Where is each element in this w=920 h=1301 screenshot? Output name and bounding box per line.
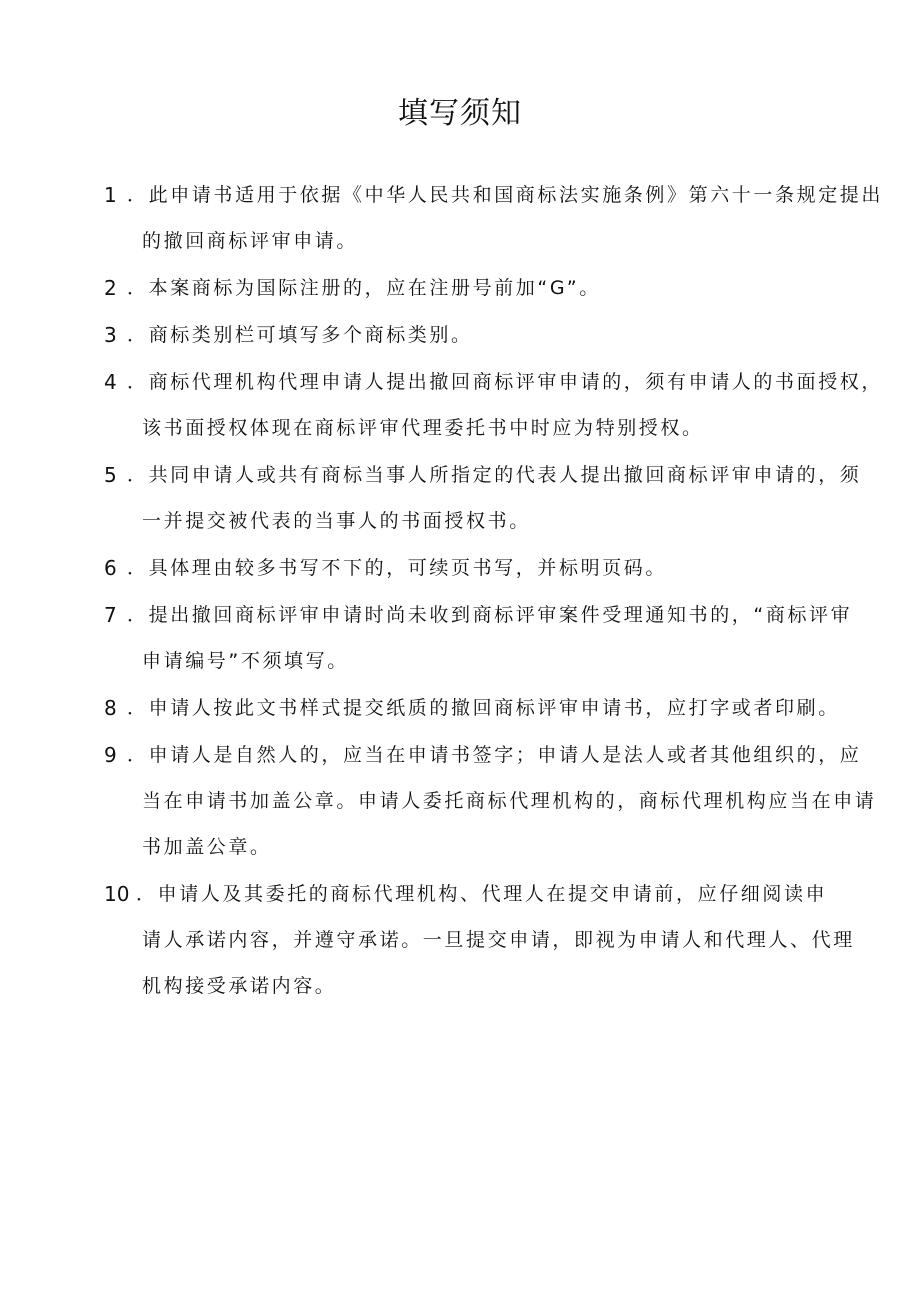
instruction-item-9 — [104, 738, 877, 865]
item-text-line: ．提出撤回商标评审申请时尚未收到商标评审案件受理通知书的，“商标评审 — [127, 604, 853, 626]
item-number: 10 — [104, 882, 130, 906]
item-number: 8 — [104, 696, 117, 720]
item-text-line: ．商标类别栏可填写多个商标类别。 — [127, 324, 473, 346]
instruction-item-1 — [104, 178, 884, 259]
instruction-item-2 — [104, 271, 834, 306]
item-text-line: 书加盖公章。 — [142, 836, 272, 858]
item-text-line: 请人承诺内容，并遵守承诺。一旦提交申请，即视为申请人和代理人、代理 — [142, 929, 855, 951]
instruction-item-10 — [104, 877, 855, 1004]
instruction-item-7 — [104, 598, 853, 679]
item-text-line: ．申请人及其委托的商标代理机构、代理人在提交申请前，应仔细阅读申 — [136, 883, 828, 905]
item-text-line: ．申请人按此文书样式提交纸质的撤回商标评审申请书，应打字或者印刷。 — [127, 697, 840, 719]
instruction-item-6 — [104, 551, 834, 586]
item-number: 3 — [104, 323, 117, 347]
instruction-item-4 — [104, 365, 884, 446]
instruction-item-3 — [104, 318, 834, 353]
item-text-line: 的撤回商标评审申请。 — [142, 230, 359, 252]
item-text-line: ．商标代理机构代理申请人提出撤回商标评审申请的，须有申请人的书面授权， — [127, 371, 884, 393]
instruction-item-5 — [104, 458, 862, 539]
item-number: 1 — [104, 183, 117, 207]
item-text-line: ．申请人是自然人的，应当在申请书签字；申请人是法人或者其他组织的，应 — [127, 744, 862, 766]
item-number: 5 — [104, 463, 117, 487]
item-number: 7 — [104, 603, 117, 627]
item-text-line: ．具体理由较多书写不下的，可续页书写，并标明页码。 — [127, 557, 668, 579]
item-number: 2 — [104, 276, 117, 300]
item-text-line: 该书面授权体现在商标评审代理委托书中时应为特别授权。 — [142, 417, 704, 439]
item-text-line: 机构接受承诺内容。 — [142, 975, 337, 997]
item-text-line: ．共同申请人或共有商标当事人所指定的代表人提出撤回商标评审申请的，须 — [127, 464, 862, 486]
item-number: 6 — [104, 556, 117, 580]
item-number: 9 — [104, 743, 117, 767]
item-text-line: ．此申请书适用于依据《中华人民共和国商标法实施条例》第六十一条规定提出 — [127, 184, 884, 206]
instruction-item-8 — [104, 691, 840, 726]
item-number: 4 — [104, 370, 117, 394]
item-text-line: 一并提交被代表的当事人的书面授权书。 — [142, 510, 531, 532]
instructions-list — [104, 178, 884, 1016]
page-title: 填写须知 — [398, 96, 522, 131]
item-text-line: ．本案商标为国际注册的，应在注册号前加“G”。 — [127, 277, 601, 299]
item-text-line: 当在申请书加盖公章。申请人委托商标代理机构的，商标代理机构应当在申请 — [142, 790, 877, 812]
item-text-line: 申请编号”不须填写。 — [142, 650, 349, 672]
